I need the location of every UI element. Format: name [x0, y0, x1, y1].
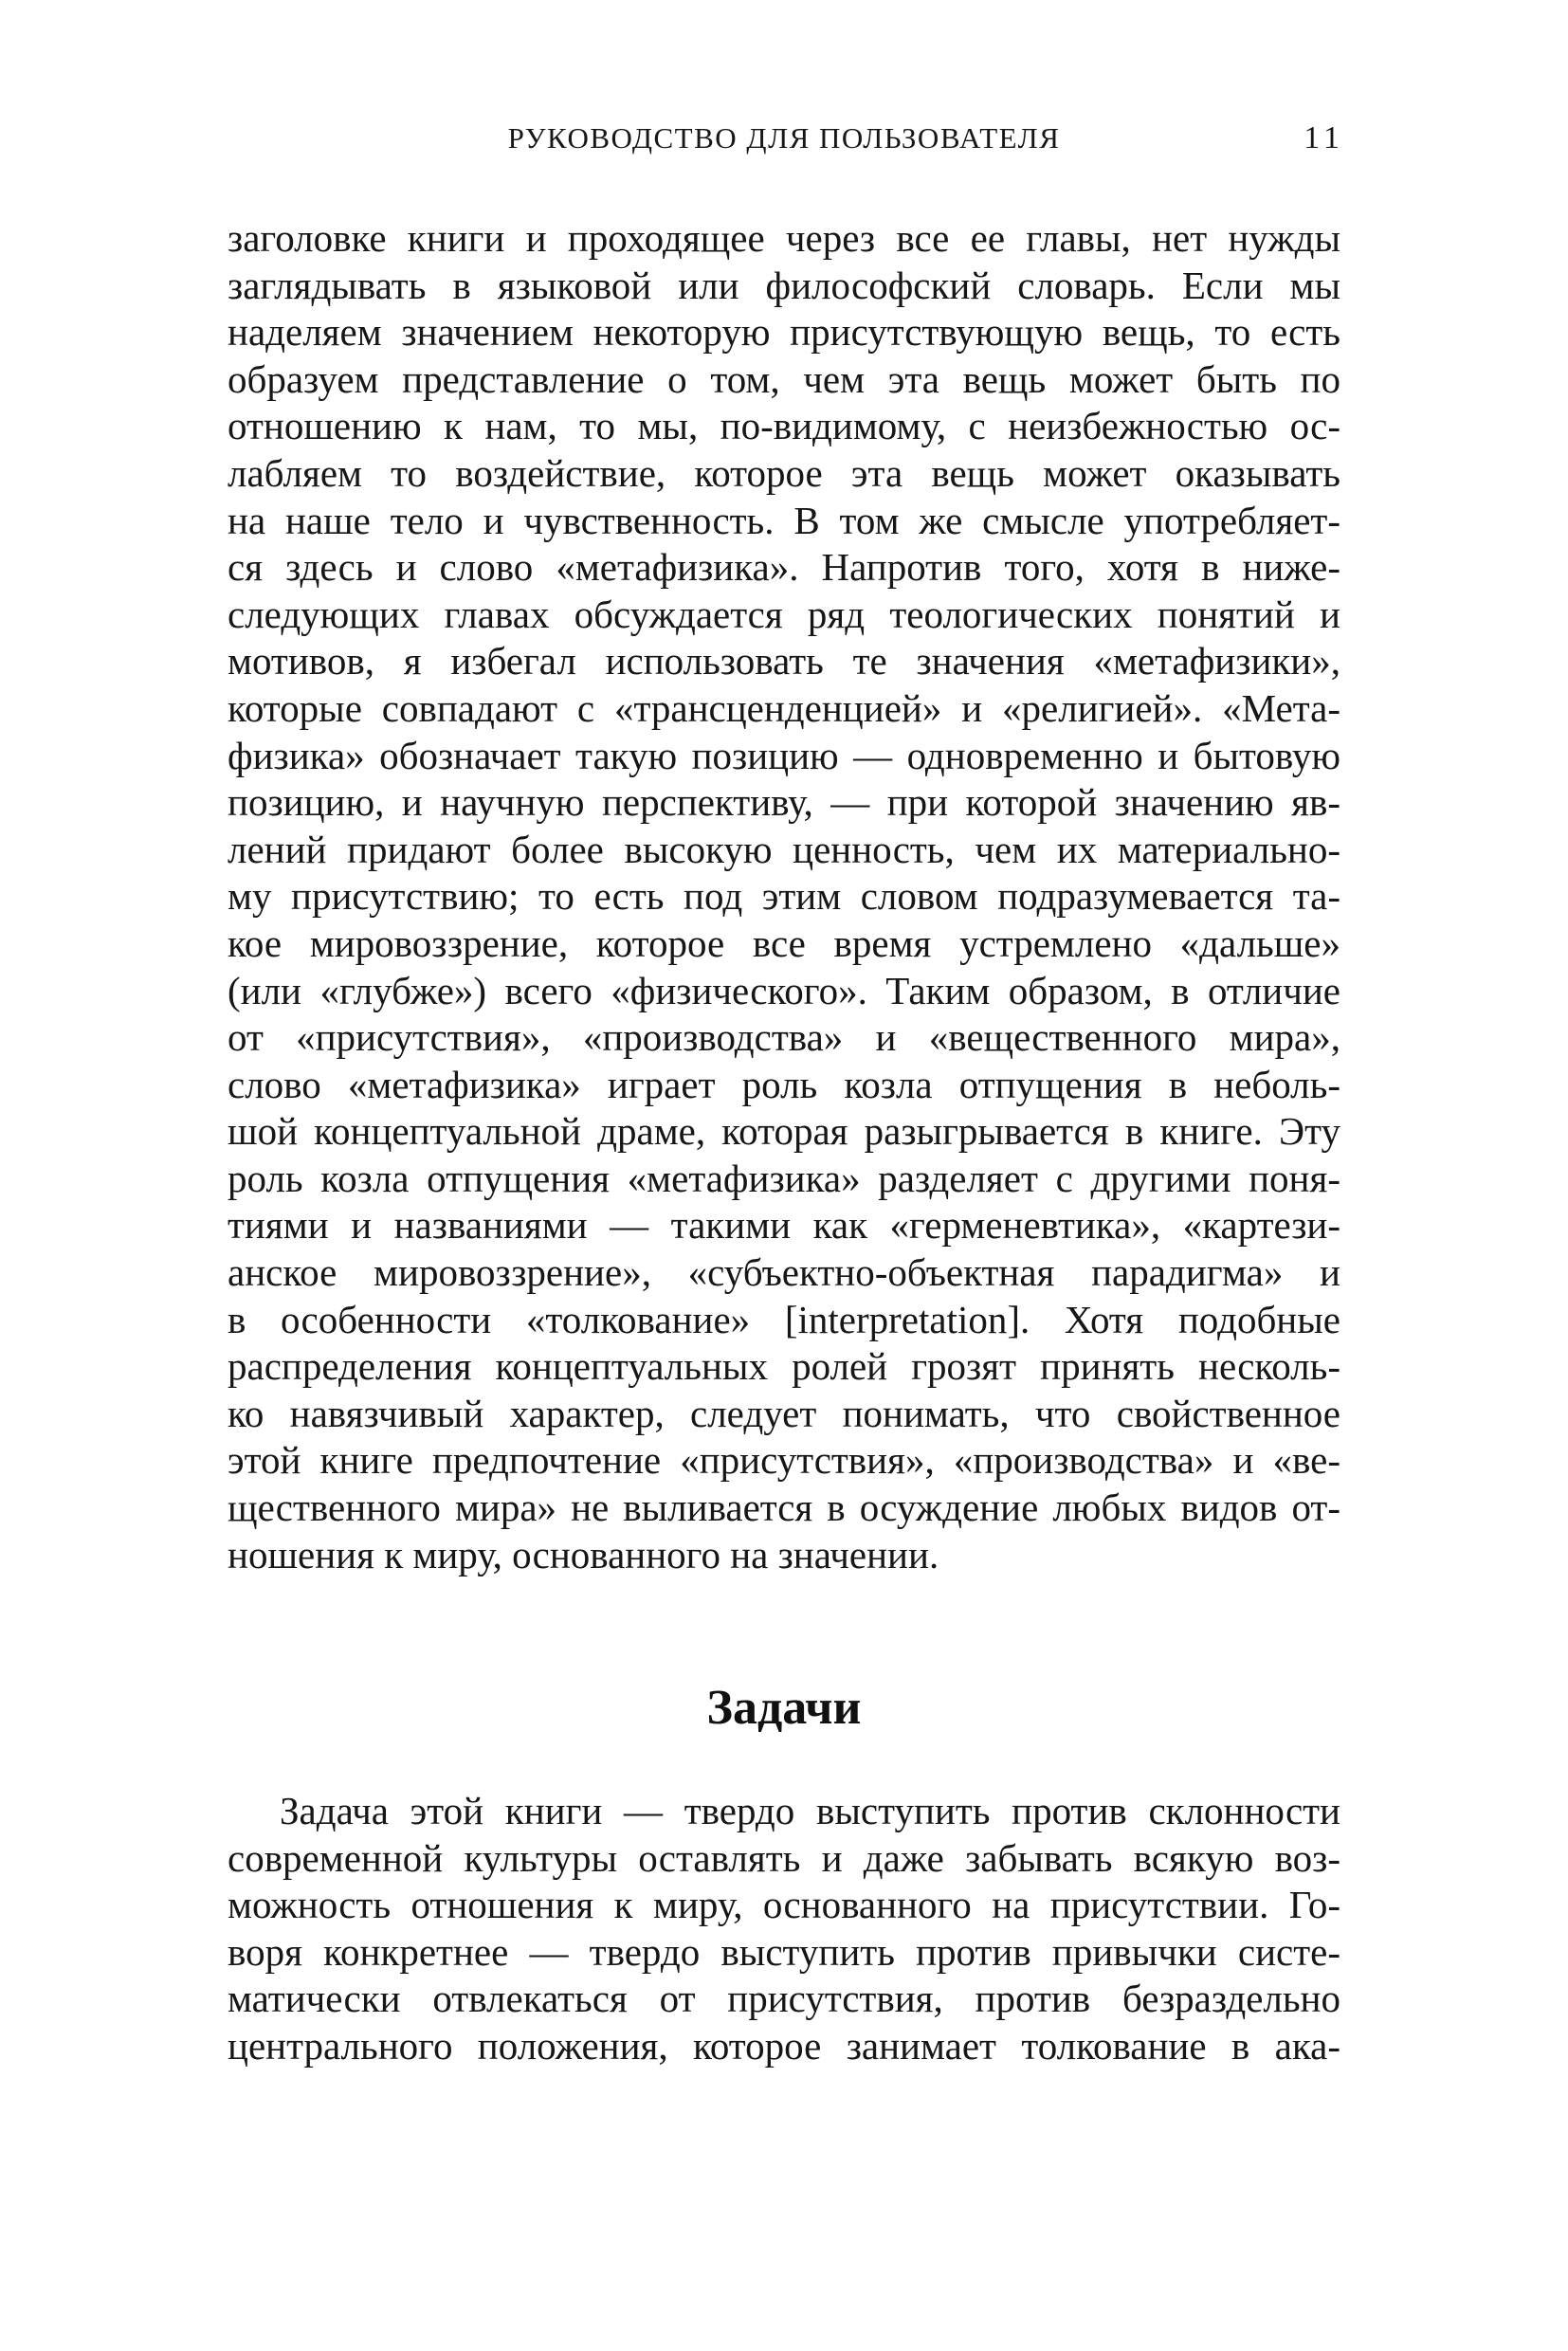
- text-line: кое мировоззрение, которое все время устремлено «дальше»: [228, 920, 1340, 965]
- text-line: матически отвлекаться от присутствия, против безраздельно: [228, 1977, 1340, 2021]
- text-line: ношения к миру, основанного на значении.: [228, 1532, 939, 1576]
- text-line: анское мировоззрение», «субъектно-объектная парадигма» и: [228, 1250, 1340, 1295]
- text-line: заголовке книги и проходящее через все ее главы, нет нужды: [228, 216, 1340, 260]
- page-number: 11: [1304, 120, 1344, 155]
- running-title: РУКОВОДСТВО ДЛЯ ПОЛЬЗОВАТЕЛЯ: [507, 121, 1061, 155]
- text-line: распределения концептуальных ролей грозят принять несколь-: [228, 1344, 1340, 1389]
- text-line: ко навязчивый характер, следует понимать, что свойственное: [228, 1391, 1340, 1435]
- text-line: от «присутствия», «производства» и «вещественного мира»,: [228, 1015, 1340, 1060]
- text-line: современной культуры оставлять и даже забывать всякую воз-: [228, 1835, 1340, 1880]
- text-line: следующих главах обсуждается ряд теологических понятий и: [228, 592, 1340, 636]
- text-line: этой книге предпочтение «присутствия», «производства» и «ве-: [228, 1438, 1340, 1483]
- text-line: наделяем значением некоторую присутствующую вещь, то есть: [228, 310, 1340, 355]
- text-line: на наше тело и чувственность. В том же смысле употребляет-: [228, 498, 1340, 542]
- text-line: физика» обозначает такую позицию — одновременно и бытовую: [228, 733, 1340, 777]
- text-line: шой концептуальной драме, которая разыгрывается в книге. Эту: [228, 1109, 1340, 1154]
- text-line: (или «глубже») всего «физического». Таким образом, в отличие: [228, 968, 1340, 1012]
- text-line: слово «метафизика» играет роль козла отпущения в неболь-: [228, 1062, 1340, 1106]
- text-line: ся здесь и слово «метафизика». Напротив того, хотя в ниже-: [228, 545, 1340, 590]
- text-line: воря конкретнее — твердо выступить против привычки систе-: [228, 1929, 1340, 1974]
- text-line: му присутствию; то есть под этим словом подразумевается та-: [228, 874, 1340, 919]
- text-line: Задача этой книги — твердо выступить против склонности: [280, 1789, 1340, 1832]
- text-line: отношению к нам, то мы, по-видимому, с неизбежностью ос-: [228, 404, 1340, 448]
- body-paragraph-2: [228, 1788, 1340, 2070]
- text-line: щественного мира» не выливается в осуждение любых видов от-: [228, 1485, 1340, 1530]
- text-line: которые совпадают с «трансценденцией» и «религией». «Мета-: [228, 685, 1340, 730]
- text-line: роль козла отпущения «метафизика» разделяет с другими поня-: [228, 1156, 1340, 1200]
- running-header: [228, 118, 1344, 159]
- text-line: позицию, и научную перспективу, — при которой значению яв-: [228, 780, 1340, 825]
- text-line: центрального положения, которое занимает толкование в ака-: [228, 2023, 1340, 2068]
- section-heading: Задачи: [706, 1681, 862, 1735]
- text-line: в особенности «толкование» [interpretation]. Хотя подобные: [228, 1297, 1340, 1341]
- text-line: заглядывать в языковой или философский словарь. Если мы: [228, 263, 1340, 307]
- text-line: мотивов, я избегал использовать те значения «метафизики»,: [228, 639, 1340, 683]
- text-line: образуем представление о том, чем эта вещь может быть по: [228, 356, 1340, 401]
- text-line: тиями и названиями — такими как «герменевтика», «картези-: [228, 1203, 1340, 1248]
- body-paragraph-1: [228, 215, 1340, 1578]
- text-line: можность отношения к миру, основанного на присутствии. Го-: [228, 1883, 1340, 1927]
- text-line: лабляем то воздействие, которое эта вещь может оказывать: [228, 450, 1340, 495]
- text-line: лений придают более высокую ценность, чем их материально-: [228, 827, 1340, 871]
